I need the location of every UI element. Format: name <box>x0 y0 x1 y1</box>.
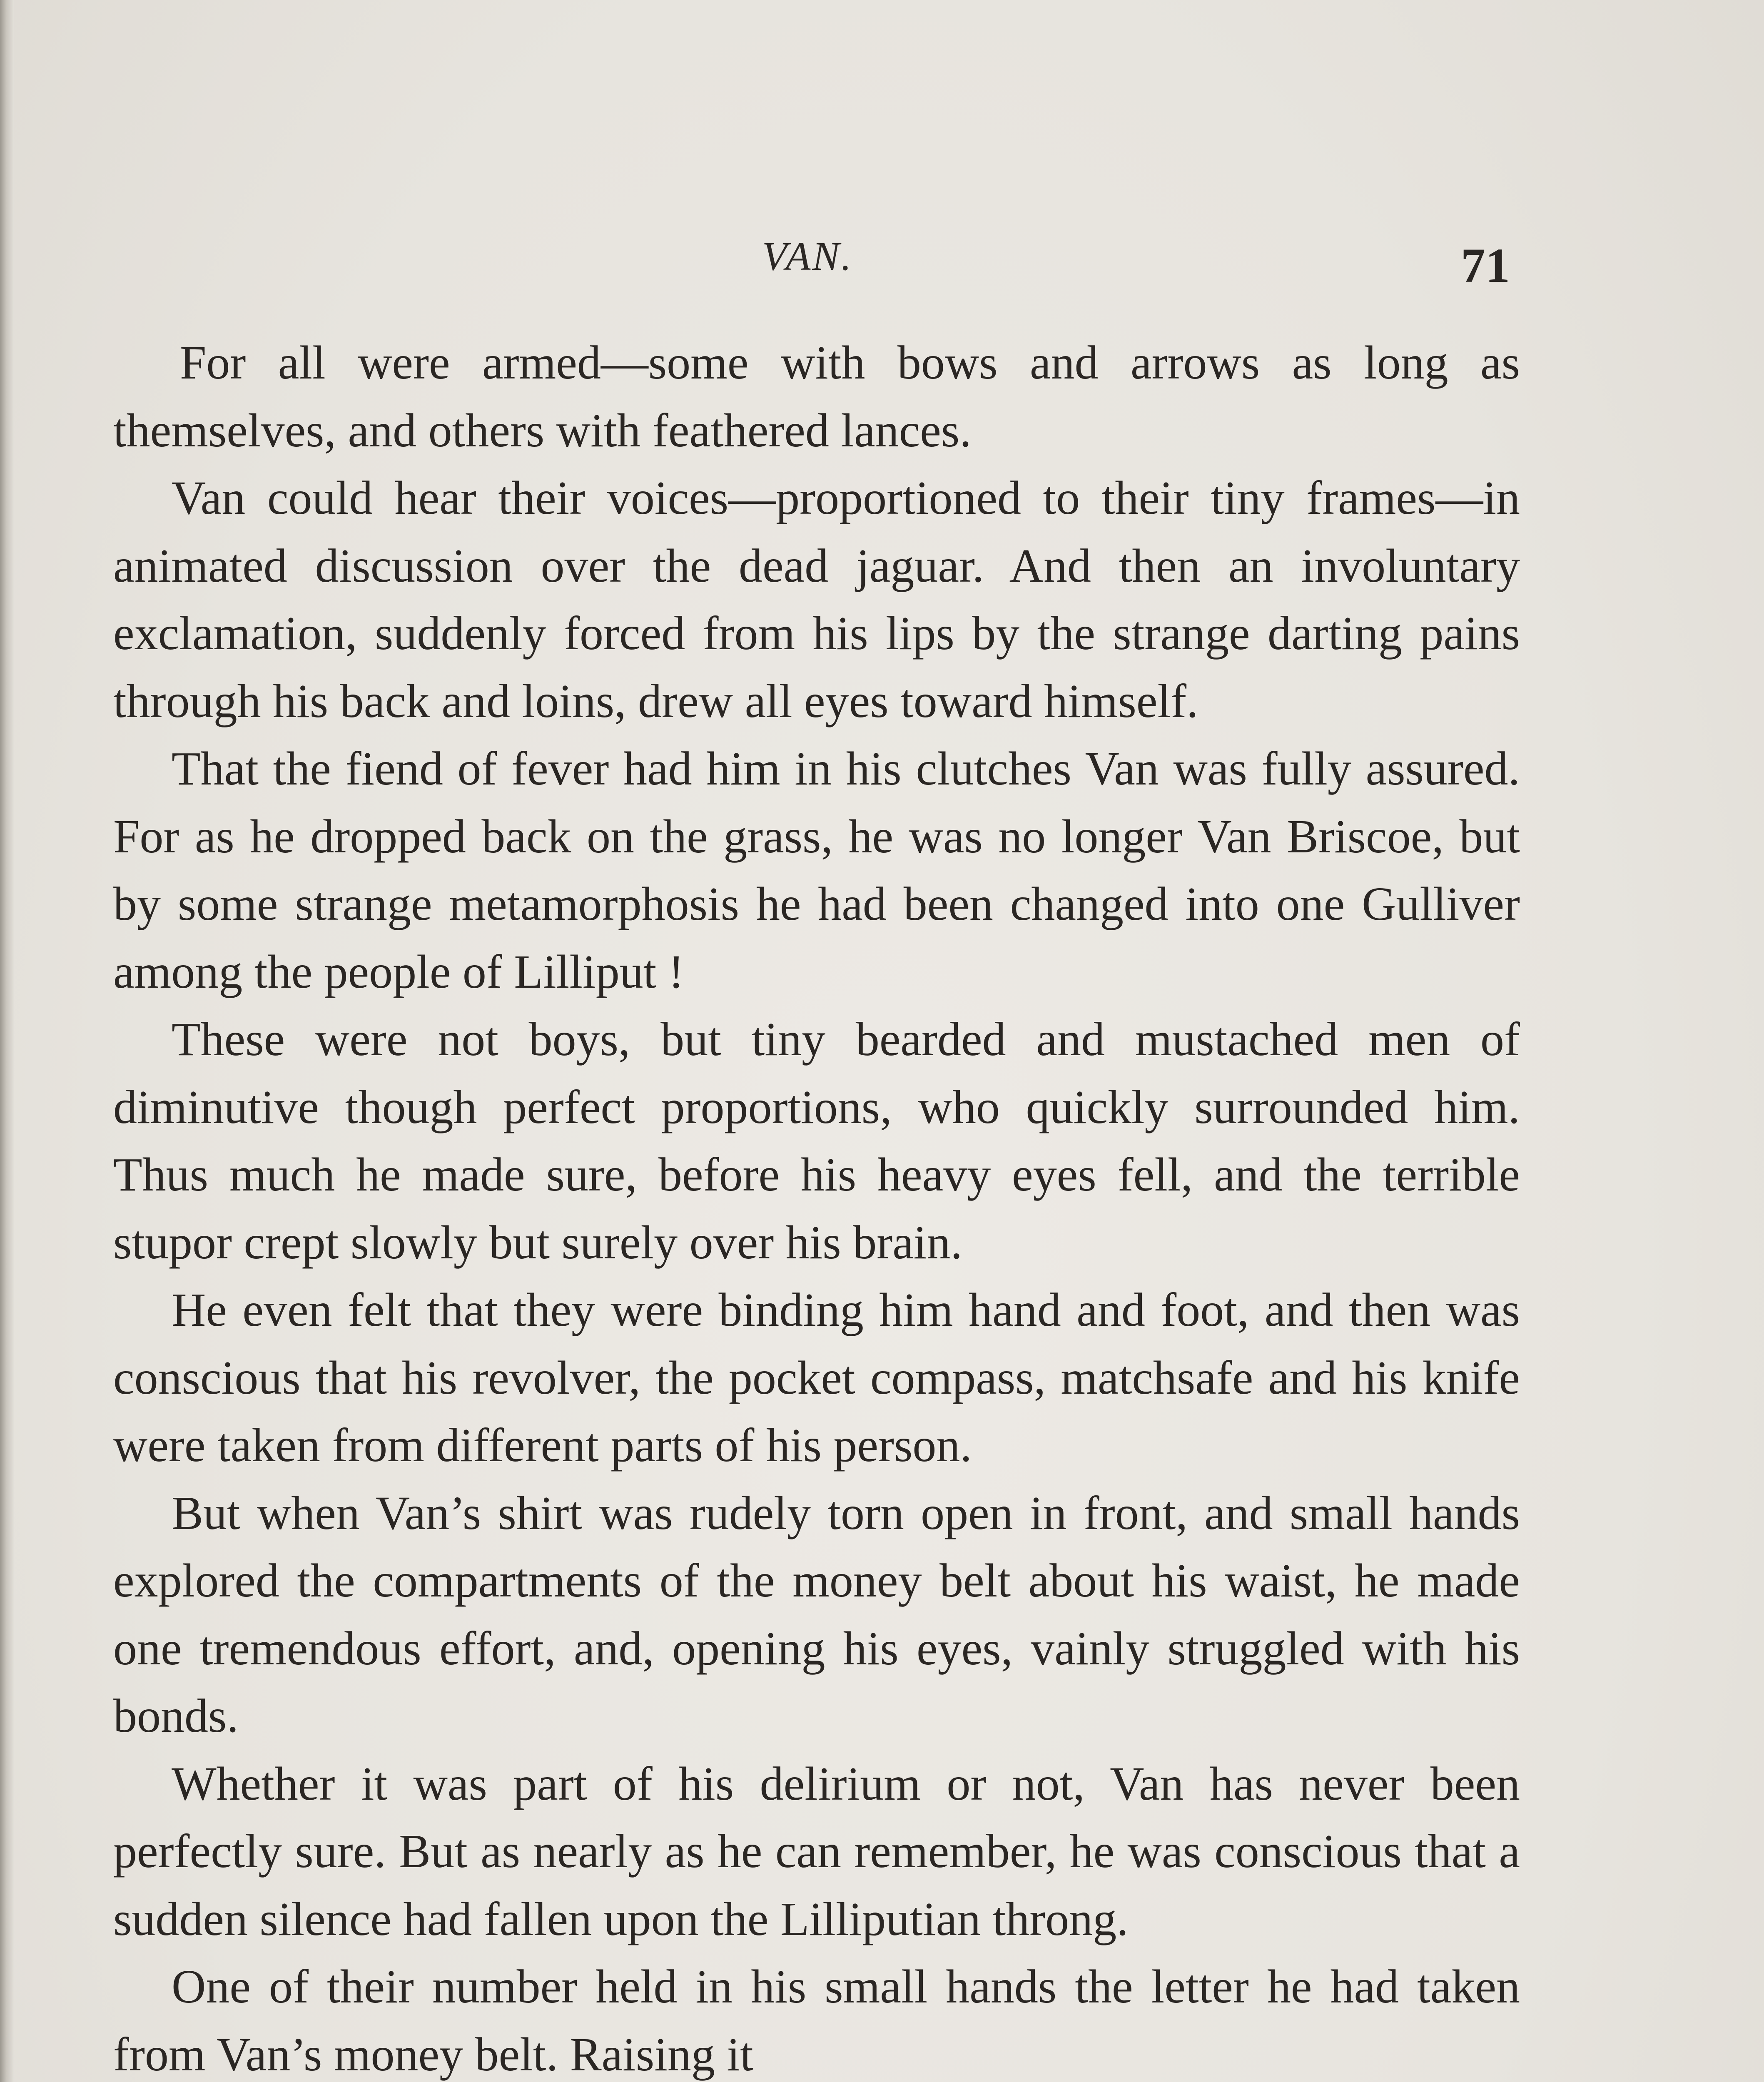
paragraph-3: That the fiend of fever had him in his clutches Van was fully assured. For as he dropped back on the grass, he was no longer Van Briscoe, but by some strange metamorphosis he had been changed into one Gulliver among the people of Lilliput ! <box>113 742 1520 998</box>
page-number: 71 <box>1461 238 1510 293</box>
running-head <box>0 233 1764 291</box>
paragraph-2: Van could hear their voices—proportioned to their tiny frames—in animated discussion over the dead jaguar. And then an involuntary exclamation, suddenly forced from his lips by the strange darting pains through his back and loins, drew all eyes toward himself. <box>113 471 1520 727</box>
page-binding-edge <box>0 0 14 2082</box>
paragraph-4: These were not boys, but tiny bearded and mustached men of diminutive though perfect proportions, who quickly surrounded him. Thus much he made sure, before his heavy eyes fell, and the terrible stupor crept slowly but surely over his brain. <box>113 1013 1520 1269</box>
paragraph-1: For all were armed—some with bows and arrows as long as themselves, and others with feathered lances. <box>113 336 1520 457</box>
paragraph-8: One of their number held in his small hands the letter he had taken from Van’s money belt. Raising it <box>113 1960 1520 2081</box>
paragraph-7: Whether it was part of his delirium or not, Van has never been perfectly sure. But as nearly as he can remember, he was conscious that a sudden silence had fallen upon the Lilliputian throng. <box>113 1757 1520 1945</box>
running-title: VAN. <box>762 234 853 279</box>
body-text <box>113 329 1520 2082</box>
paragraph-5: He even felt that they were binding him hand and foot, and then was conscious that his revolver, the pocket compass, matchsafe and his knife were taken from different parts of his person. <box>113 1283 1520 1472</box>
paragraph-6: But when Van’s shirt was rudely torn open in front, and small hands explored the compartments of the money belt about his waist, he made one tremendous effort, and, opening his eyes, vainly struggled with his bonds. <box>113 1486 1520 1742</box>
